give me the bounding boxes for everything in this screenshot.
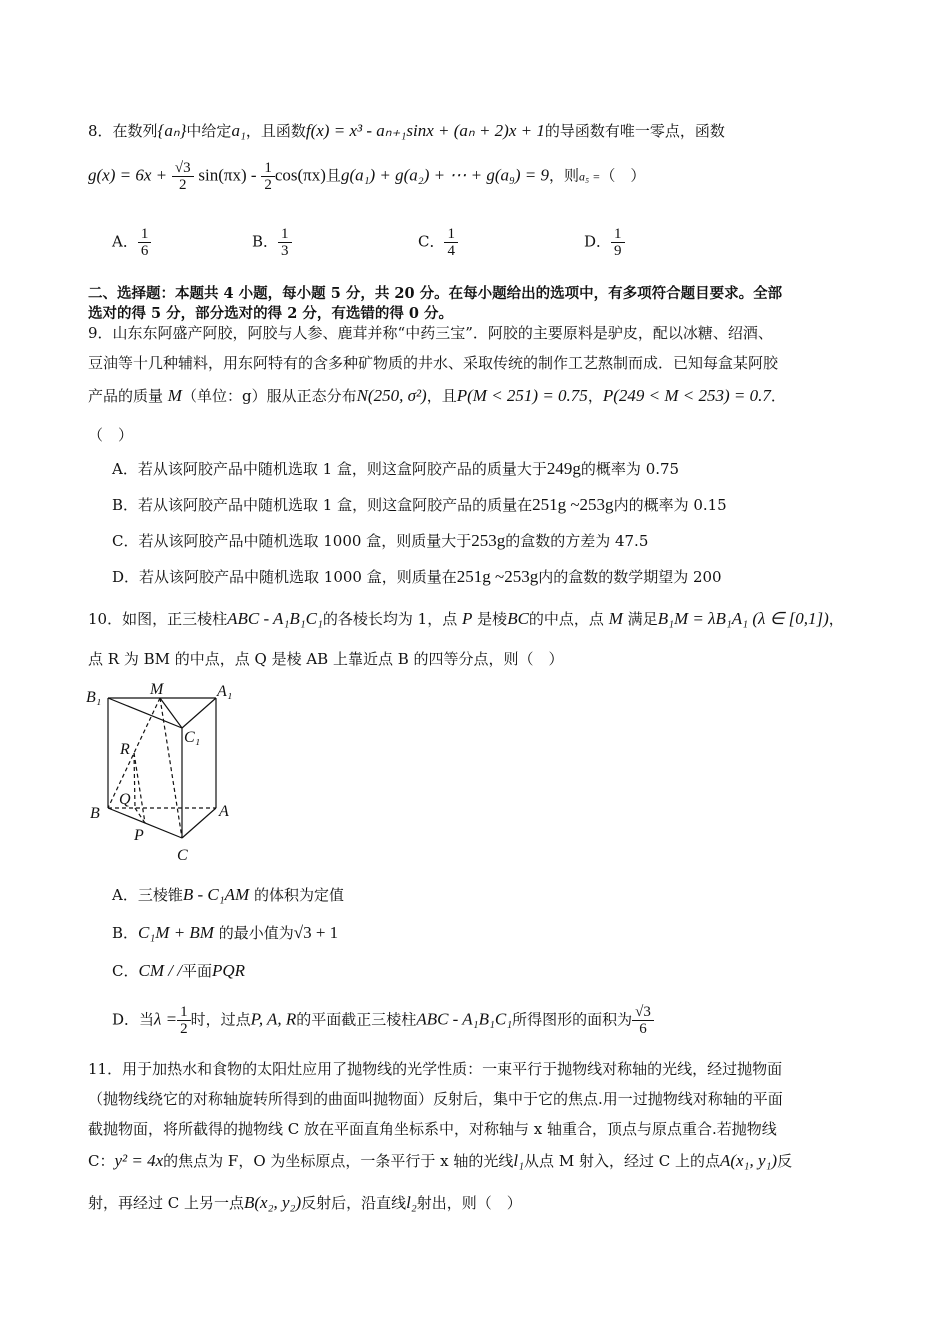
- option-math: PQR: [211, 961, 245, 980]
- q10-prism: ABC - A₁B₁C₁: [227, 609, 323, 628]
- q10-text: 10．如图，正三棱柱: [88, 610, 228, 628]
- frac-num: 1: [261, 160, 275, 177]
- q9-prob-1: P(M < 251) = 0.75: [456, 386, 588, 405]
- q8-sum: g(a₁) + g(a₂) + ⋯ + g(a₉) = 9: [340, 165, 550, 185]
- q11-stem-line5: [88, 1192, 522, 1213]
- q9-paren: （ ）: [88, 426, 134, 444]
- q10-option-d[interactable]: [112, 1004, 654, 1037]
- q11-stem-line3: 截抛物面，将所截得的抛物线 C 放在平面直角坐标系中，对称轴与 x 轴重合，顶点与原点重合.若抛物线: [88, 1120, 777, 1138]
- label-a1: A₁: [217, 683, 233, 700]
- option-text: 的平面截正三棱柱: [296, 1010, 417, 1029]
- q9-stem-line3: [88, 385, 786, 406]
- q9-option-b[interactable]: [112, 494, 727, 515]
- option-text: 内的盒数的数学期望为 200: [538, 568, 722, 586]
- q8-text: 8．在数列: [88, 122, 158, 140]
- frac-den: 2: [180, 1021, 188, 1037]
- option-text: A．若从该阿胶产品中随机选取 1 盒，则这盒阿胶产品的质量大于: [112, 460, 547, 478]
- q10-text: 满足: [627, 610, 658, 628]
- q10-option-c[interactable]: [112, 960, 245, 981]
- q8-option-b[interactable]: [252, 226, 292, 259]
- q11-text: 射出，则（ ）: [416, 1194, 522, 1212]
- q8-cos: cos(πx): [274, 165, 326, 185]
- option-label: D．: [584, 232, 612, 251]
- option-frac: [444, 226, 458, 259]
- q11-point-a: A(x₁, y₁): [719, 1151, 778, 1170]
- q8-option-c[interactable]: [418, 226, 458, 259]
- option-text: 平面: [181, 962, 212, 980]
- option-text: 所得图形的面积为: [512, 1010, 633, 1029]
- q8-frac-1-2: [261, 160, 275, 193]
- q11-point-b: B(x₂, y₂): [244, 1193, 302, 1212]
- option-math: √3 + 1: [293, 923, 339, 942]
- q8-text: 且: [325, 166, 341, 185]
- q9-option-d[interactable]: [112, 566, 722, 587]
- q8-stem-line2: [88, 160, 645, 193]
- option-label: A．: [112, 232, 138, 251]
- frac-den: 4: [447, 243, 455, 259]
- q10-point-p: P: [462, 609, 473, 628]
- section2-heading-line1: 二、选择题：本题共 4 小题，每小题 5 分，共 20 分。在每小题给出的选项中，有多项符合题目要求。全部: [88, 285, 783, 302]
- q11-text: 从点 M 射入，经过 C 上的点: [524, 1152, 720, 1170]
- q9-var-m: M: [167, 386, 182, 405]
- q11-stem-line4: [88, 1150, 792, 1171]
- q8-function-f: f(x) = x³ - aₙ₊₁sinx + (aₙ + 2)x + 1: [305, 121, 545, 140]
- option-text: 内的概率为 0.15: [613, 496, 727, 514]
- q9-text: 产品的质量: [88, 387, 164, 405]
- option-text: D．若从该阿胶产品中随机选取 1000 盒，则质量在: [112, 568, 457, 586]
- label-m: M: [150, 681, 164, 698]
- option-frac: [138, 226, 152, 259]
- frac-den: 6: [140, 243, 149, 259]
- option-text: A．三棱锥: [112, 886, 183, 904]
- option-math: P, A, R: [250, 1009, 297, 1029]
- option-math: 251g ~253g: [456, 567, 539, 586]
- q9-option-a[interactable]: [112, 458, 679, 479]
- q11-stem-line1: 11．用于加热水和食物的太阳灶应用了抛物线的光学性质：一束平行于抛物线对称轴的光线，经过抛物面: [88, 1060, 783, 1078]
- frac-num: √3: [632, 1004, 654, 1021]
- q8-text: ，则: [549, 166, 580, 185]
- q9-prob-2: P(249 < M < 253) = 0.7: [602, 386, 771, 405]
- option-frac: [177, 1004, 191, 1037]
- option-math: CM / /: [138, 961, 182, 980]
- q9-text: ，: [587, 387, 603, 405]
- q10-text: 的各棱长均为 1，点: [322, 610, 458, 628]
- frac-num: 1: [177, 1004, 191, 1021]
- option-text: B．若从该阿胶产品中随机选取 1 盒，则这盒阿胶产品的质量在: [112, 496, 533, 514]
- q8-frac-sqrt3-2: [172, 160, 194, 193]
- option-text: 时，过点: [190, 1010, 251, 1029]
- option-math: 249g: [546, 459, 581, 478]
- frac-den: 2: [264, 177, 272, 193]
- option-text: 的概率为 0.75: [580, 460, 680, 478]
- option-text: 的盒数的方差为 47.5: [505, 532, 649, 550]
- frac-den: 3: [281, 243, 289, 259]
- q10-option-b[interactable]: [112, 922, 338, 943]
- option-label: B．: [252, 232, 279, 251]
- option-text: C．: [112, 962, 139, 980]
- q9-stem-line2: 豆油等十几种辅料，用东阿特有的含多种矿物质的井水、采取传统的制作工艺熬制而成．已知每盒某阿胶: [88, 354, 779, 372]
- section2-heading-line2: 选对的得 5 分，部分选对的得 2 分，有选错的得 0 分。: [88, 305, 454, 322]
- option-label: C．: [418, 232, 445, 251]
- q8-option-d[interactable]: [584, 226, 625, 259]
- label-q: Q: [119, 791, 131, 808]
- q8-a1: a₁: [231, 121, 246, 140]
- option-math: λ =: [154, 1009, 178, 1029]
- edge-a1-c1: [182, 698, 216, 728]
- option-text: C．若从该阿胶产品中随机选取 1000 盒，则质量大于: [112, 532, 472, 550]
- frac-den: 6: [639, 1021, 647, 1037]
- option-math: 251g ~253g: [532, 495, 614, 514]
- q8-text: 中给定: [186, 122, 232, 140]
- label-p: P: [134, 827, 144, 844]
- q9-text: ．: [770, 387, 786, 405]
- q10-stem-line1: [88, 608, 844, 629]
- option-text: B．: [112, 924, 139, 942]
- frac-num: √3: [172, 160, 194, 177]
- option-frac: [278, 226, 292, 259]
- option-text: 的体积为定值: [253, 886, 344, 904]
- q8-stem-line1: [88, 120, 725, 141]
- label-b: B: [90, 805, 100, 822]
- edge-a-c: [182, 808, 216, 838]
- q11-line-l2: l₂: [406, 1193, 417, 1212]
- option-frac: [611, 226, 625, 259]
- q11-text: C：: [88, 1152, 115, 1170]
- q11-stem-line2: （抛物线绕它的对称轴旋转所得到的曲面叫抛物面）反射后，集中于它的焦点.用一过抛物线对称轴的平面: [88, 1090, 783, 1108]
- q8-sequence: {aₙ}: [157, 121, 187, 140]
- q10-text: 的中点，点: [528, 610, 604, 628]
- option-math: C₁M + BM: [138, 923, 214, 942]
- q11-text: 的焦点为 F，O 为坐标原点，一条平行于 x 轴的光线: [163, 1152, 514, 1170]
- option-text: 的最小值为: [218, 924, 294, 942]
- q8-option-a[interactable]: [112, 226, 151, 259]
- q9-option-c[interactable]: [112, 530, 648, 551]
- q8-function-g: g(x) = 6x +: [88, 165, 168, 185]
- label-r: R: [120, 741, 130, 758]
- q10-text: 是棱: [477, 610, 508, 628]
- q11-line-l1: l₁: [513, 1151, 525, 1170]
- frac-den: 9: [614, 243, 622, 259]
- q8-a5: a₅ =: [579, 169, 601, 184]
- label-c: C: [177, 847, 188, 864]
- q8-paren: （ ）: [600, 166, 646, 185]
- q8-text: ，且函数: [245, 122, 306, 140]
- q10-stem-line2: 点 R 为 BM 的中点，点 Q 是棱 AB 上靠近点 B 的四等分点，则（ ）: [88, 650, 564, 668]
- q8-text: 的导函数有唯一零点，函数: [544, 122, 725, 140]
- frac-num: 1: [444, 226, 458, 243]
- frac-num: 1: [138, 226, 152, 243]
- q9-stem-line1: 9．山东东阿盛产阿胶，阿胶与人参、鹿茸并称“中药三宝”．阿胶的主要原料是驴皮，配以冰糖、绍酒、: [88, 324, 773, 342]
- q9-normal-dist: N(250, σ²): [356, 386, 427, 405]
- q11-text: 反射后，沿直线: [301, 1194, 407, 1212]
- frac-num: 1: [278, 226, 292, 243]
- q9-text: ，且: [426, 387, 457, 405]
- q8-sin: sin(πx) -: [198, 165, 257, 185]
- seg-m-c: [160, 698, 182, 838]
- q11-parabola: y² = 4x: [114, 1151, 164, 1170]
- q10-condition: B₁M = λB₁A₁ (λ ∈ [0,1]): [657, 609, 829, 628]
- option-text: D．当: [112, 1010, 155, 1029]
- q11-text: 反: [777, 1152, 793, 1170]
- q10-text: ，: [828, 610, 844, 628]
- q11-text: 射，再经过 C 上另一点: [88, 1194, 245, 1212]
- seg-r-p: [134, 753, 145, 823]
- label-b1: B₁: [86, 689, 102, 706]
- q10-point-m: M: [608, 609, 623, 628]
- q9-text: （单位：g）服从正态分布: [181, 387, 357, 405]
- option-math: 253g: [471, 531, 506, 550]
- option-math: ABC - A₁B₁C₁: [416, 1009, 513, 1029]
- q10-edge-bc: BC: [507, 609, 529, 628]
- option-math: B - C₁AM: [182, 885, 250, 904]
- option-frac: [632, 1004, 654, 1037]
- frac-num: 1: [611, 226, 625, 243]
- label-a: A: [219, 803, 229, 820]
- frac-den: 2: [179, 177, 187, 193]
- q10-option-a[interactable]: [112, 884, 344, 905]
- label-c1: C₁: [184, 729, 201, 746]
- q10-prism-figure: [84, 680, 254, 865]
